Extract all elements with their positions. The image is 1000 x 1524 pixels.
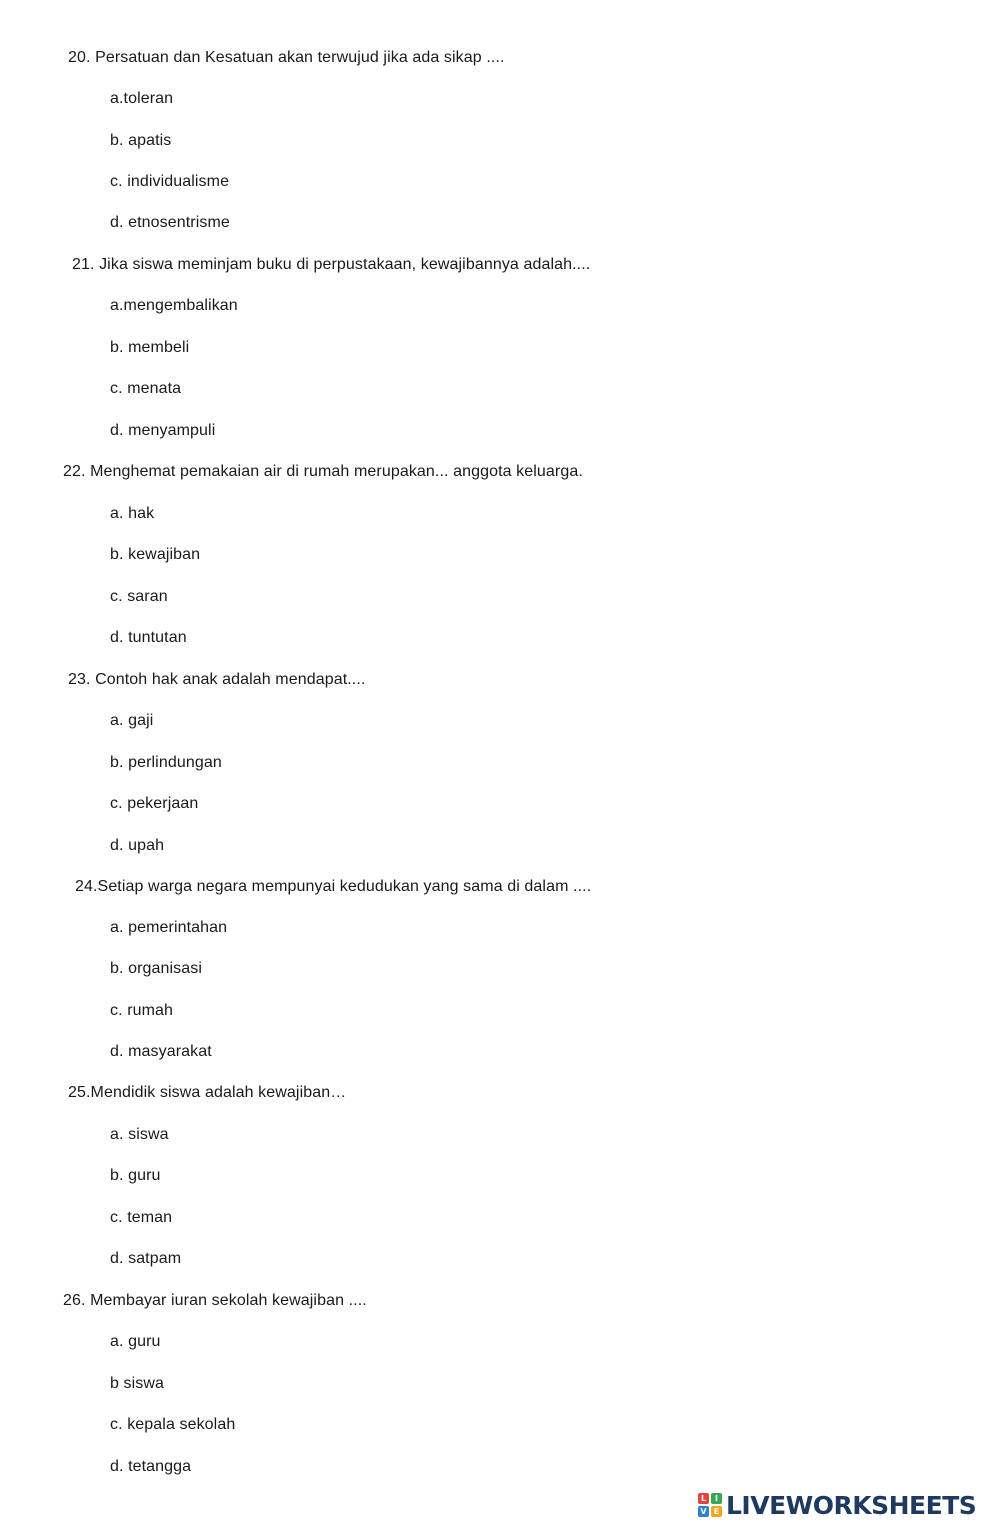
question-26-option-d[interactable]: d. tetangga	[110, 1458, 192, 1475]
question-21-option-a[interactable]: a.mengembalikan	[110, 297, 238, 314]
question-24-option-b[interactable]: b. organisasi	[110, 960, 203, 977]
question-22-option-b[interactable]: b. kewajiban	[110, 546, 201, 563]
question-25-option-a[interactable]: a. siswa	[110, 1126, 169, 1143]
question-23-option-d[interactable]: d. upah	[110, 837, 165, 854]
logo-tile: V	[698, 1506, 709, 1517]
question-24-text: 24.Setiap warga negara mempunyai kedudukan yang sama di dalam ....	[75, 878, 592, 895]
question-20-option-b[interactable]: b. apatis	[110, 132, 172, 149]
question-20-option-a[interactable]: a.toleran	[110, 90, 174, 107]
question-22-option-c[interactable]: c. saran	[110, 588, 168, 605]
question-20-text: 20. Persatuan dan Kesatuan akan terwujud jika ada sikap ....	[68, 49, 505, 66]
question-25-option-c[interactable]: c. teman	[110, 1209, 173, 1226]
question-20-option-d[interactable]: d. etnosentrisme	[110, 214, 230, 231]
question-24-option-a[interactable]: a. pemerintahan	[110, 919, 228, 936]
question-25-option-b[interactable]: b. guru	[110, 1167, 161, 1184]
question-26-option-b[interactable]: b siswa	[110, 1375, 165, 1392]
question-21-option-c[interactable]: c. menata	[110, 380, 182, 397]
question-22-text: 22. Menghemat pemakaian air di rumah merupakan... anggota keluarga.	[63, 463, 583, 480]
logo-wordmark: LIVEWORKSHEETS	[726, 1490, 977, 1520]
question-24-option-c[interactable]: c. rumah	[110, 1002, 174, 1019]
question-23-option-c[interactable]: c. pekerjaan	[110, 795, 199, 812]
logo-tile: L	[698, 1493, 709, 1504]
question-25-option-d[interactable]: d. satpam	[110, 1250, 182, 1267]
question-20-option-c[interactable]: c. individualisme	[110, 173, 230, 190]
question-21-option-b[interactable]: b. membeli	[110, 339, 190, 356]
question-23-option-b[interactable]: b. perlindungan	[110, 754, 222, 771]
question-26-option-a[interactable]: a. guru	[110, 1333, 161, 1350]
question-23-option-a[interactable]: a. gaji	[110, 712, 154, 729]
question-26-text: 26. Membayar iuran sekolah kewajiban ....	[63, 1292, 367, 1309]
question-25-text: 25.Mendidik siswa adalah kewajiban…	[68, 1084, 347, 1101]
logo-tiles-icon	[698, 1493, 722, 1517]
question-26-option-c[interactable]: c. kepala sekolah	[110, 1416, 236, 1433]
logo-tile: E	[711, 1506, 722, 1517]
question-24-option-d[interactable]: d. masyarakat	[110, 1043, 212, 1060]
question-23-text: 23. Contoh hak anak adalah mendapat....	[68, 671, 366, 688]
question-22-option-d[interactable]: d. tuntutan	[110, 629, 187, 646]
question-21-option-d[interactable]: d. menyampuli	[110, 422, 216, 439]
question-21-text: 21. Jika siswa meminjam buku di perpustakaan, kewajibannya adalah....	[72, 256, 591, 273]
liveworksheets-logo	[698, 1490, 976, 1520]
logo-tile: I	[711, 1493, 722, 1504]
question-22-option-a[interactable]: a. hak	[110, 505, 155, 522]
